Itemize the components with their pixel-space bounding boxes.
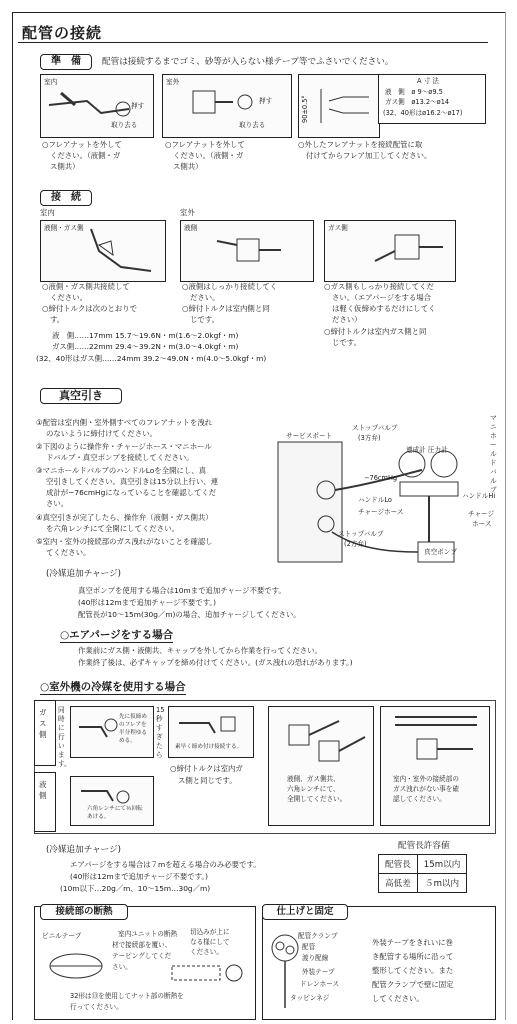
prep-note2-line1: ○フレアナットを外して bbox=[165, 140, 245, 149]
fig-open-valves bbox=[268, 706, 374, 826]
air-purge-line1: 作業前にガス側・液側共、キャップを外してから作業を行ってください。 bbox=[78, 646, 322, 655]
vinyl-tape-sketch bbox=[40, 944, 112, 984]
dimension-note: (32、40形はø16.2〜ø17) bbox=[383, 109, 463, 117]
insulation-cut-line3: ください。 bbox=[190, 948, 223, 956]
finish-text-line3: 整形してください。また bbox=[372, 966, 454, 975]
vacuum-step3-line1: ③マニホールドバルブのハンドルLoを全開にし、真 bbox=[36, 466, 207, 475]
dimension-gas: ガス側 ø13.2〜ø14 bbox=[385, 98, 450, 106]
vacuum-diagram bbox=[272, 412, 508, 572]
dimension-liquid: 液 側 ø 9〜ø9.5 bbox=[385, 88, 443, 96]
fig-open-valves-line1: 液側、ガス側共、 bbox=[287, 775, 340, 783]
prep-intro: 配管は接続するまでゴミ、砂等が入らない様テープ等でふさいでください。 bbox=[102, 57, 394, 67]
vacuum-step4-line2: を六角レンチにて全開にしてください。 bbox=[46, 524, 179, 533]
page-top-border bbox=[12, 12, 505, 13]
liquid-side-label-box bbox=[34, 772, 56, 832]
outdoor-torque-line1: ○締付トルクは室内ガ bbox=[170, 764, 243, 773]
fig-leak-check-line3: 認してください。 bbox=[393, 795, 446, 803]
connect-note2-line4: じです。 bbox=[190, 315, 219, 324]
prep-note3-line1: ○外したフレアナットを接続配管に取 bbox=[298, 140, 423, 149]
prep-fig1-push: 押す bbox=[131, 102, 145, 110]
prep-figure-flare bbox=[298, 74, 380, 138]
flare-profile-sketch bbox=[299, 75, 379, 137]
outdoor-liquid-sketch bbox=[181, 221, 313, 281]
connect-fig2-label: 液側 bbox=[184, 224, 198, 232]
label-gauge: 連成計 圧力計 bbox=[406, 446, 448, 454]
prep-tag: 準 備 bbox=[40, 54, 92, 70]
finish-tape: 外装テープ bbox=[302, 968, 335, 976]
vacuum-step2-line1: ②下図のように操作弁・チャージホース・マニホール bbox=[36, 442, 212, 451]
fig-leak-check-line1: 室内・室外の接続部の bbox=[393, 775, 459, 783]
fifteen-seconds-label: 15秒すぎたら bbox=[156, 706, 165, 759]
connect-fig3-label: ガス側 bbox=[328, 224, 348, 232]
insulation-line4: さい。 bbox=[112, 963, 132, 971]
dimension-box bbox=[378, 74, 486, 124]
finish-wire: 渡り配線 bbox=[302, 954, 329, 962]
prep-note3-line2: 付けてからフレア加工してください。 bbox=[306, 151, 432, 160]
connect-note1-line1: ○液側・ガス側共接続して bbox=[42, 282, 130, 291]
label-stop-valve-3: ストップバルブ bbox=[352, 424, 398, 432]
torque-gas-large: (32、40形はガス側……24mm 39.2〜49.0N・m(4.0〜5.0kgf・m) bbox=[36, 354, 267, 363]
label-charge-hose-right: チャージ bbox=[468, 510, 495, 518]
air-purge-heading: ○エアパージをする場合 bbox=[60, 629, 174, 641]
outdoor-valve-sketch bbox=[163, 75, 291, 137]
connect-tag: 接 続 bbox=[40, 190, 92, 206]
connect-note1-line3: ○締付トルクは次のとおりで bbox=[42, 304, 137, 313]
connect-figure-indoor bbox=[40, 220, 166, 282]
prep-figure-indoor bbox=[40, 74, 154, 138]
outdoor-torque-line2: ス側と同じです。 bbox=[178, 776, 237, 785]
prep-note2-line3: ス側共） bbox=[173, 162, 203, 171]
page-left-border bbox=[12, 12, 13, 1020]
fig-leak-check bbox=[380, 706, 490, 826]
torque-gas: ガス側……22mm 29.4〜39.2N・m(3.0〜4.0kgf・m) bbox=[52, 342, 239, 351]
page-title: 配管の接続 bbox=[22, 24, 103, 42]
prep-flare-angle: 90±0.5° bbox=[301, 95, 309, 123]
finish-text-line1: 外装テープをきれいに巻 bbox=[372, 938, 453, 947]
prep-note1-line3: ス側共） bbox=[50, 162, 80, 171]
title-rule bbox=[18, 42, 488, 43]
vacuum-step3-line3: 成計が−76cmHgになっていることを確認してくだ bbox=[46, 488, 217, 497]
pipe-limit-row bbox=[379, 874, 467, 893]
connect-note3-line4: ださい） bbox=[332, 315, 362, 324]
pipe-limit-value: 15m以内 bbox=[417, 855, 467, 874]
prep-fig1-remove: 取り去る bbox=[111, 121, 138, 129]
vacuum-step3-line4: さい。 bbox=[46, 499, 69, 508]
fig-loosen-flare bbox=[70, 706, 154, 758]
label-stop-valve-3-sub: (3方弁) bbox=[358, 434, 381, 442]
connect-note3-line1: ○ガス側もしっかり接続してくだ bbox=[324, 282, 434, 291]
label-manifold: マニホールドバルブ bbox=[490, 414, 497, 494]
vacuum-step1-line2: のないように締付けてください。 bbox=[46, 429, 157, 438]
insulation-cut-line1: 切込みが上に bbox=[190, 928, 230, 936]
fig-quick-tighten-text: 素早く締め付け接続する。 bbox=[175, 744, 243, 750]
finish-text-line4: 配管クランプで壁に固定 bbox=[372, 980, 454, 989]
finish-drain: ドレンホース bbox=[300, 980, 340, 988]
finish-screw: タッピンネジ bbox=[290, 994, 330, 1002]
fig-open-valves-line2: 六角レンチにて、 bbox=[287, 785, 340, 793]
connect-note1-line4: す。 bbox=[50, 315, 65, 324]
label-charge-hose: チャージホース bbox=[358, 508, 404, 516]
label-stop-valve-2-sub: (2方弁) bbox=[344, 540, 367, 548]
charge2-heading: (冷媒追加チャージ) bbox=[46, 845, 122, 855]
insulation-line3: テーピングしてくだ bbox=[112, 952, 172, 960]
prep-figure-outdoor bbox=[162, 74, 292, 138]
prep-note2-line2: ください。（液側・ガ bbox=[173, 151, 244, 160]
fig-loosen-flare-text: 先に仮締めのフレアを半分程ゆるめる。 bbox=[119, 714, 147, 744]
insulation-line1: 室内ユニットの断熱 bbox=[118, 930, 178, 938]
simultaneous-label: 同時に行います。 bbox=[58, 706, 71, 768]
vacuum-step4-line1: ④真空引きが完了したら、操作弁（液側・ガス側共） bbox=[36, 513, 213, 522]
pipe-limit-label: 配管長 bbox=[379, 855, 418, 874]
add-charge-line3: 配管長が10〜15m(30g／m)の場合、追加チャージしてください。 bbox=[78, 610, 301, 619]
vacuum-step1-line1: ①配管は室内側・室外側すべてのフレアナットを洩れ bbox=[36, 418, 213, 427]
connect-indoor-label: 室内 bbox=[40, 208, 55, 217]
label-service-port: サービスポート bbox=[286, 432, 333, 440]
label-charge-hose-right-sub: ホース bbox=[472, 520, 492, 528]
finish-clamp: 配管クランプ bbox=[298, 932, 338, 940]
leak-check-sketch bbox=[381, 707, 489, 825]
pipe-limit-title: 配管長許容値 bbox=[398, 841, 450, 851]
prep-note1-line1: ○フレアナットを外して bbox=[42, 140, 122, 149]
connect-figure-outdoor-liquid bbox=[180, 220, 314, 282]
connect-note2-line2: ださい。 bbox=[190, 293, 220, 302]
connect-fig1-label: 液側・ガス側 bbox=[44, 224, 84, 232]
charge2-line1: エアパージをする場合は７mを超える場合のみ必要です。 bbox=[70, 860, 261, 869]
connect-note3-line5: ○締付トルクは室内ガス側と同 bbox=[324, 327, 427, 336]
finish-text-line5: してください。 bbox=[372, 994, 424, 1003]
insulation-sleeve-sketch bbox=[168, 958, 248, 986]
prep-note1-line2: ください。（液側・ガ bbox=[50, 151, 121, 160]
pipe-limit-value: ５m以内 bbox=[417, 874, 467, 893]
finish-heading: 仕上げと固定 bbox=[262, 904, 348, 920]
label-stop-valve-2: ストップバルブ bbox=[338, 530, 384, 538]
finish-text-line2: き配管する場所に沿って bbox=[372, 952, 454, 961]
fig-leak-check-line2: ガス洩れがない事を確 bbox=[393, 785, 459, 793]
fig-hex-wrench bbox=[70, 776, 154, 826]
gas-side-label-box bbox=[34, 700, 56, 766]
prep-fig2-push: 押す bbox=[259, 97, 273, 105]
label-pump: 真空ポンプ bbox=[424, 548, 457, 556]
prep-fig2-label: 室外 bbox=[166, 78, 180, 86]
open-valves-sketch bbox=[269, 707, 373, 825]
fig-hex-wrench-text: 六角レンチにて½回転あける。 bbox=[87, 806, 143, 820]
connect-note1-line2: ください。 bbox=[50, 293, 87, 302]
vacuum-step5-line1: ⑤室内・室外の接続部のガス洩れがないことを確認し bbox=[36, 537, 213, 546]
connect-note3-line3: は軽く仮締めするだけにしてく bbox=[332, 304, 436, 313]
outdoor-refrigerant-heading: ○室外機の冷媒を使用する場合 bbox=[40, 681, 186, 693]
fig-quick-tighten bbox=[168, 706, 254, 758]
connect-note3-line6: じです。 bbox=[332, 338, 361, 347]
insulation-line2: 材で接続部を覆い、 bbox=[112, 941, 172, 949]
fig-open-valves-line3: 全開してください。 bbox=[287, 795, 347, 803]
insulation-vinyl-tape: ビニルテープ bbox=[42, 932, 82, 940]
pipe-limit-label: 高低差 bbox=[379, 874, 418, 893]
pipe-limit-row bbox=[379, 855, 467, 874]
air-purge-line2: 作業終了後は、必ずキャップを締め付けてください。(ガス洩れの恐れがあります。) bbox=[78, 658, 353, 667]
connect-outdoor-label: 室外 bbox=[180, 208, 195, 217]
connect-note3-line2: さい。（エアパージをする場合 bbox=[332, 293, 432, 302]
insulation-note-line1: 32形は⑬を使用してナット部の断熱を bbox=[70, 992, 184, 1000]
add-charge-line2: (40形は12mまで追加チャージ不要です。) bbox=[78, 598, 216, 607]
add-charge-heading: (冷媒追加チャージ) bbox=[46, 569, 122, 579]
charge2-line3: (10m以下…20g／m、10〜15m…30g／m) bbox=[60, 884, 211, 893]
finish-pipe: 配管 bbox=[302, 943, 316, 951]
insulation-heading: 接続部の断熱 bbox=[40, 904, 128, 920]
insulation-cut-line2: なる様にして bbox=[190, 938, 230, 946]
connect-figure-outdoor-gas bbox=[324, 220, 456, 282]
torque-liquid: 液 側……17mm 15.7〜19.6N・m(1.6〜2.0kgf・m) bbox=[52, 331, 239, 340]
insulation-note-line2: 行ってください。 bbox=[70, 1003, 123, 1011]
prep-fig2-remove: 取り去る bbox=[239, 121, 266, 129]
dimension-title: A 寸 法 bbox=[417, 77, 439, 85]
vacuum-tag: 真空引き bbox=[40, 388, 122, 404]
charge2-line2: (40形は12mまで追加チャージ不要です。) bbox=[70, 872, 208, 881]
gas-side-label: ガス側 bbox=[39, 708, 47, 739]
label-handle-hi: ハンドルHi bbox=[462, 492, 496, 500]
liquid-side-label: 液 側 bbox=[39, 780, 54, 800]
vacuum-step2-line2: ドバルブ・真空ポンプを接続してください。 bbox=[46, 453, 194, 462]
add-charge-line1: 真空ポンプを使用する場合は10mまで追加チャージ不要です。 bbox=[78, 586, 286, 595]
prep-fig1-label: 室内 bbox=[44, 78, 58, 86]
label-handle-lo: ハンドルLo bbox=[358, 496, 392, 504]
label-cmhg: −76cmHg bbox=[364, 474, 398, 482]
vacuum-step3-line2: 空引きしてください。真空引きは15分以上行い、連 bbox=[46, 477, 219, 486]
connect-note2-line1: ○液側はしっかり接続してく bbox=[182, 282, 278, 291]
connect-note2-line3: ○締付トルクは室内側と同 bbox=[182, 304, 270, 313]
vacuum-step5-line2: てください。 bbox=[46, 548, 91, 557]
pipe-limit-table bbox=[378, 854, 467, 893]
